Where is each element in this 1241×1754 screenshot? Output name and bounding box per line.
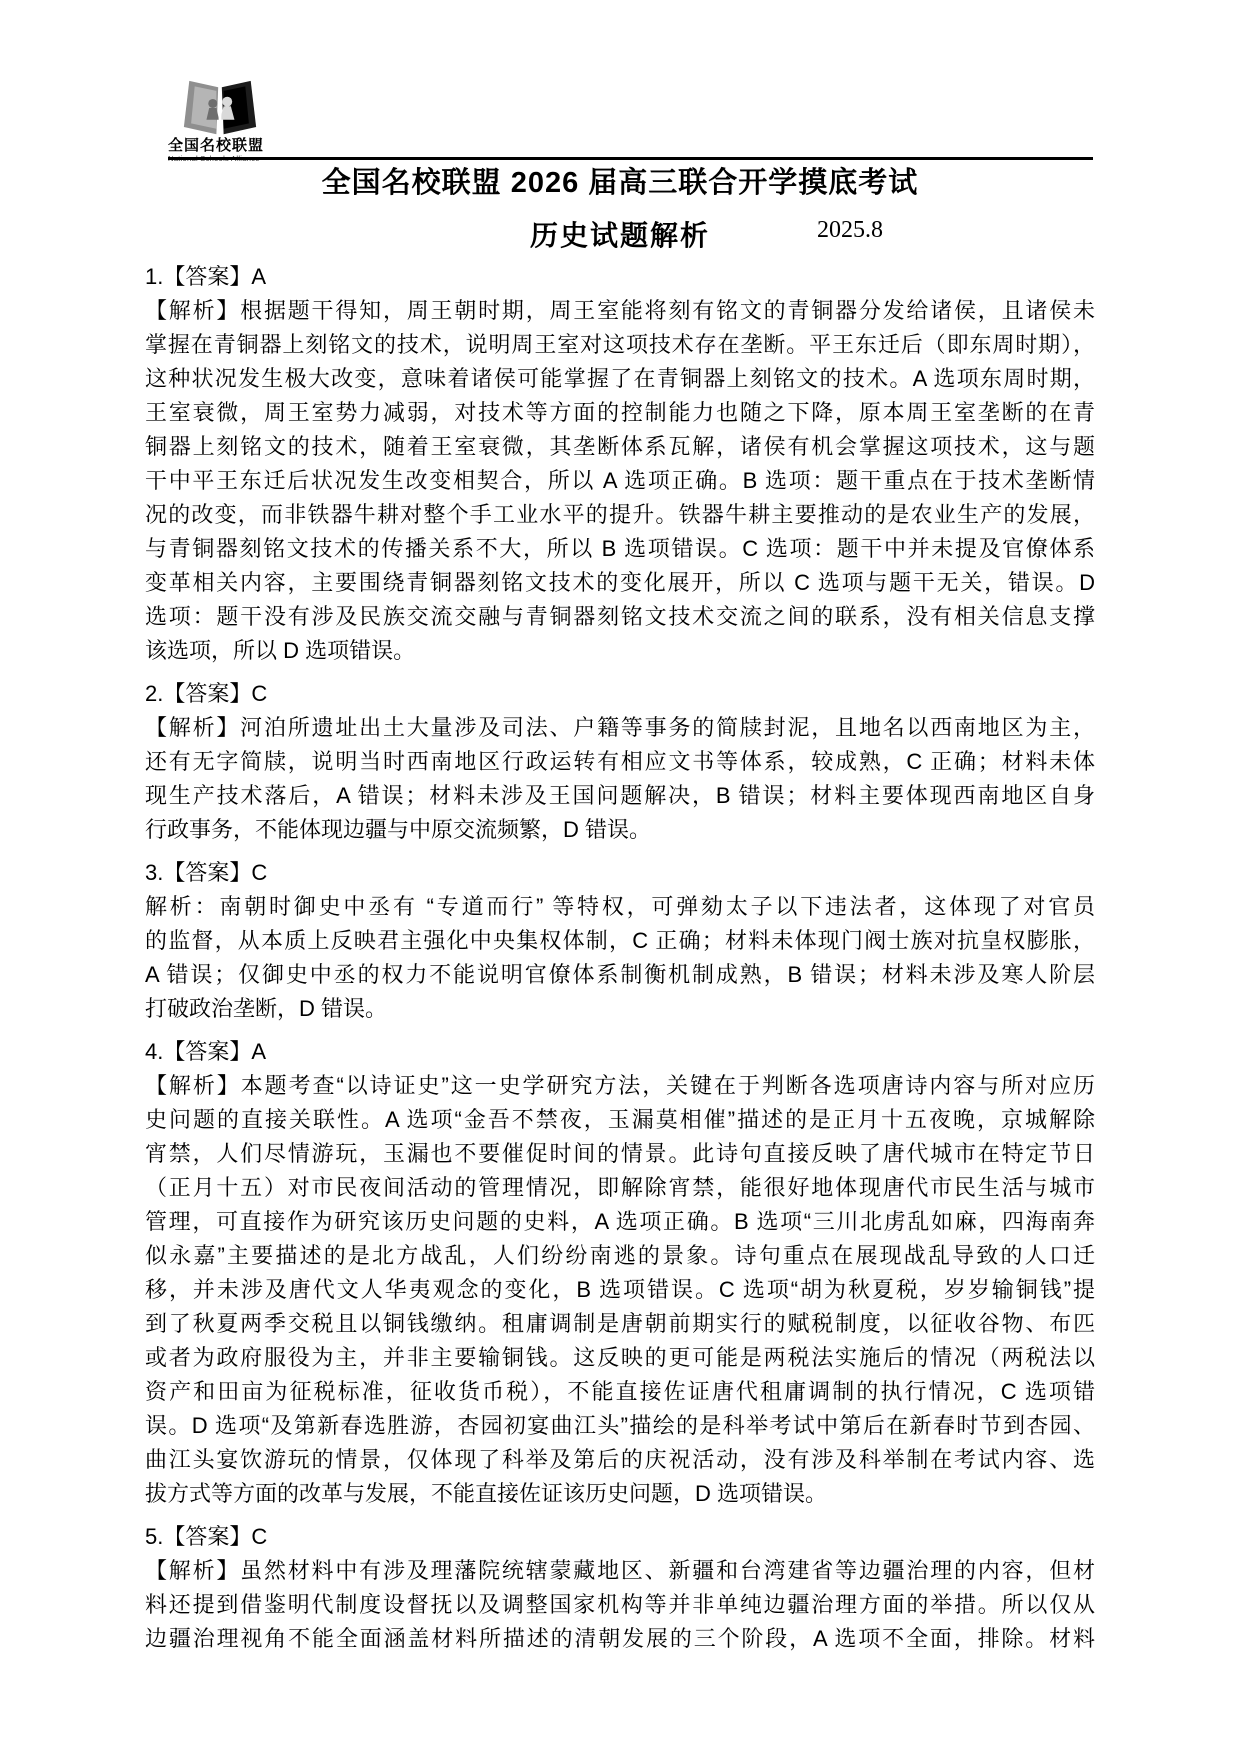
explanation-line: 【解析】虽然材料中有涉及理藩院统辖蒙藏地区、新疆和台湾建省等边疆治理的内容，但材	[145, 1558, 1095, 1583]
explanation-line: 【解析】河泊所遗址出土大量涉及司法、户籍等事务的简牍封泥，且地名以西南地区为主，	[145, 715, 1095, 740]
explanation-line: 似永嘉”主要描述的是北方战乱，人们纷纷南逃的景象。诗句重点在展现战乱导致的人口迁	[145, 1243, 1095, 1268]
explanation-line: A 错误；仅御史中丞的权力不能说明官僚体系制衡机制成熟，B 错误；材料未涉及寒人阶层	[145, 962, 1095, 987]
question-section	[145, 1520, 1095, 1656]
explanation-line: 【解析】本题考查“以诗证史”这一史学研究方法，关键在于判断各选项唐诗内容与所对应历	[145, 1073, 1095, 1098]
logo	[168, 80, 328, 163]
explanation-line: 误。D 选项“及第新春选胜游，杏园初宴曲江头”描绘的是科举考试中第后在新春时节到杏园、	[145, 1413, 1095, 1438]
explanation-line: 拔方式等方面的改革与发展，不能直接佐证该历史问题，D 选项错误。	[145, 1481, 828, 1506]
explanation-line: 行政事务，不能体现边疆与中原交流频繁，D 错误。	[145, 817, 652, 842]
explanation-line: 资产和田亩为征税标准，征收货币税），不能直接佐证唐代租庸调制的执行情况，C 选项错	[145, 1379, 1095, 1404]
explanation-line: 到了秋夏两季交税且以铜钱缴纳。租庸调制是唐朝前期实行的赋税制度，以征收谷物、布匹	[145, 1311, 1095, 1336]
page-title: 全国名校联盟 2026 届高三联合开学摸底考试	[321, 167, 919, 199]
explanation-line: 【解析】根据题干得知，周王朝时期，周王室能将刻有铭文的青铜器分发给诸侯，且诸侯未	[145, 298, 1095, 323]
explanation-line: 或者为政府服役为主，并非主要输铜钱。这反映的更可能是两税法实施后的情况（两税法以	[145, 1345, 1095, 1370]
explanation-line: 宵禁，人们尽情游玩，玉漏也不要催促时间的情景。此诗句直接反映了唐代城市在特定节日	[145, 1141, 1095, 1166]
answer-label: 2.【答案】C	[145, 681, 268, 706]
explanation-line: 移，并未涉及唐代文人华夷观念的变化，B 选项错误。C 选项“胡为秋夏税，岁岁输铜钱”提	[145, 1277, 1095, 1302]
subtitle: 历史试题解析	[529, 220, 710, 251]
question-section	[145, 677, 1095, 847]
explanation-line: 还有无字简牍，说明当时西南地区行政运转有相应文书等体系，较成熟，C 正确；材料未体	[145, 749, 1095, 774]
open-book-icon	[174, 80, 266, 136]
explanation-line: 解析：南朝时御史中丞有 “专道而行” 等特权，可弹劾太子以下违法者，这体现了对官员	[145, 894, 1095, 919]
answer-label: 5.【答案】C	[145, 1524, 268, 1549]
explanation-line: 干中平王东迁后状况发生改变相契合，所以 A 选项正确。B 选项：题干重点在于技术垄断情	[145, 468, 1095, 493]
explanation-line: 选项：题干没有涉及民族交流交融与青铜器刻铭文技术交流之间的联系，没有相关信息支撑	[145, 604, 1095, 629]
question-section	[145, 1035, 1095, 1511]
explanation-line: 现生产技术落后，A 错误；材料未涉及王国问题解决，B 错误；材料主要体现西南地区自身	[145, 783, 1095, 808]
explanation-line: 与青铜器刻铭文技术的传播关系不大，所以 B 选项错误。C 选项：题干中并未提及官僚体系	[145, 536, 1095, 561]
explanation-line: 铜器上刻铭文的技术，随着王室衰微，其垄断体系瓦解，诸侯有机会掌握这项技术，这与题	[145, 434, 1095, 459]
answer-label: 3.【答案】C	[145, 860, 268, 885]
explanation-line: 况的改变，而非铁器牛耕对整个手工业水平的提升。铁器牛耕主要推动的是农业生产的发展，	[145, 502, 1095, 527]
answer-sections	[145, 260, 1095, 1665]
explanation-line: 曲江头宴饮游玩的情景，仅体现了科举及第后的庆祝活动，没有涉及科举制在考试内容、选	[145, 1447, 1095, 1472]
explanation-line: 史问题的直接关联性。A 选项“金吾不禁夜，玉漏莫相催”描述的是正月十五夜晚，京城解除	[145, 1107, 1095, 1132]
explanation-line: （正月十五）对市民夜间活动的管理情况，即解除宵禁，能很好地体现唐代市民生活与城市	[145, 1175, 1095, 1200]
exam-date: 2025.8	[817, 217, 883, 243]
explanation-line: 这种状况发生极大改变，意味着诸侯可能掌握了在青铜器上刻铭文的技术。A 选项东周时期，	[145, 366, 1095, 391]
explanation-line: 管理，可直接作为研究该历史问题的史料，A 选项正确。B 选项“三川北虏乱如麻，四海南奔	[145, 1209, 1095, 1234]
explanation-line: 的监督，从本质上反映君主强化中央集权体制，C 正确；材料未体现门阀士族对抗皇权膨胀，	[145, 928, 1095, 953]
subtitle-row	[145, 214, 1095, 254]
logo-name-cn: 全国名校联盟	[168, 137, 265, 154]
explanation-line: 料还提到借鉴明代制度设督抚以及调整国家机构等并非单纯边疆治理方面的举措。所以仅从	[145, 1592, 1095, 1617]
explanation-line: 变革相关内容，主要围绕青铜器刻铭文技术的变化展开，所以 C 选项与题干无关，错误。D	[145, 570, 1095, 595]
answer-label: 4.【答案】A	[145, 1039, 267, 1064]
answer-label: 1.【答案】A	[145, 264, 267, 289]
explanation-line: 王室衰微，周王室势力减弱，对技术等方面的控制能力也随之下降，原本周王室垄断的在青	[145, 400, 1095, 425]
explanation-line: 掌握在青铜器上刻铭文的技术，说明周王室对这项技术存在垄断。平王东迁后（即东周时期），	[145, 332, 1095, 357]
question-section	[145, 856, 1095, 1026]
explanation-line: 该选项，所以 D 选项错误。	[145, 638, 416, 663]
explanation-line: 边疆治理视角不能全面涵盖材料所描述的清朝发展的三个阶段，A 选项不全面，排除。材料	[145, 1626, 1095, 1651]
question-section	[145, 260, 1095, 668]
explanation-line: 打破政治垄断，D 错误。	[145, 996, 388, 1021]
